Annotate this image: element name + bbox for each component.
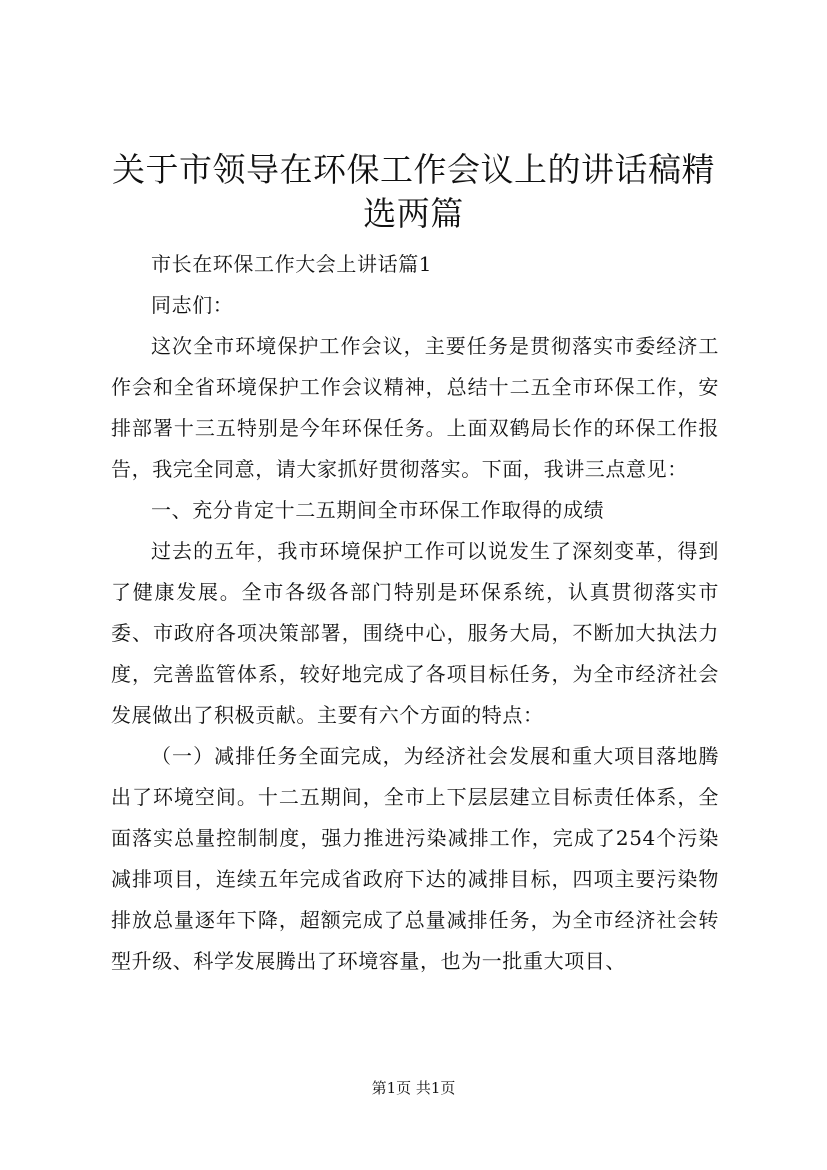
paragraph: 这次全市环境保护工作会议，主要任务是贯彻落实市委经济工作会和全省环境保护工作会议精神，总结十二五全市环保工作，安排部署十三五特别是今年环保任务。上面双鹤局长作的环保工作报告，我完全同意，请大家抓好贯彻落实。下面，我讲三点意见： <box>111 334 719 481</box>
document-title: 关于市领导在环保工作会议上的讲话稿精选两篇 <box>112 150 715 233</box>
page-footer: 第1页 共1页 <box>371 1079 456 1097</box>
document-body <box>111 244 719 982</box>
paragraph: （一）减排任务全面完成，为经济社会发展和重大项目落地腾出了环境空间。十二五期间，全市上下层层建立目标责任体系，全面落实总量控制制度，强力推进污染减排工作，完成了254个污染减排项目，连续五年完成省政府下达的减排目标，四项主要污染物排放总量逐年下降，超额完成了总量减排任务，为全市经济社会转型升级、科学发展腾出了环境容量，也为一批重大项目、 <box>111 744 719 973</box>
section-heading: 市长在环保工作大会上讲话篇1 <box>151 252 433 276</box>
salutation: 同志们： <box>151 293 234 317</box>
paragraph: 过去的五年，我市环境保护工作可以说发生了深刻变革，得到了健康发展。全市各级各部门特别是环保系统，认真贯彻落实市委、市政府各项决策部署，围绕中心，服务大局，不断加大执法力度，完善监管体系，较好地完成了各项目标任务，为全市经济社会发展做出了积极贡献。主要有六个方面的特点： <box>111 539 719 727</box>
section-heading: 一、充分肯定十二五期间全市环保工作取得的成绩 <box>151 498 605 522</box>
